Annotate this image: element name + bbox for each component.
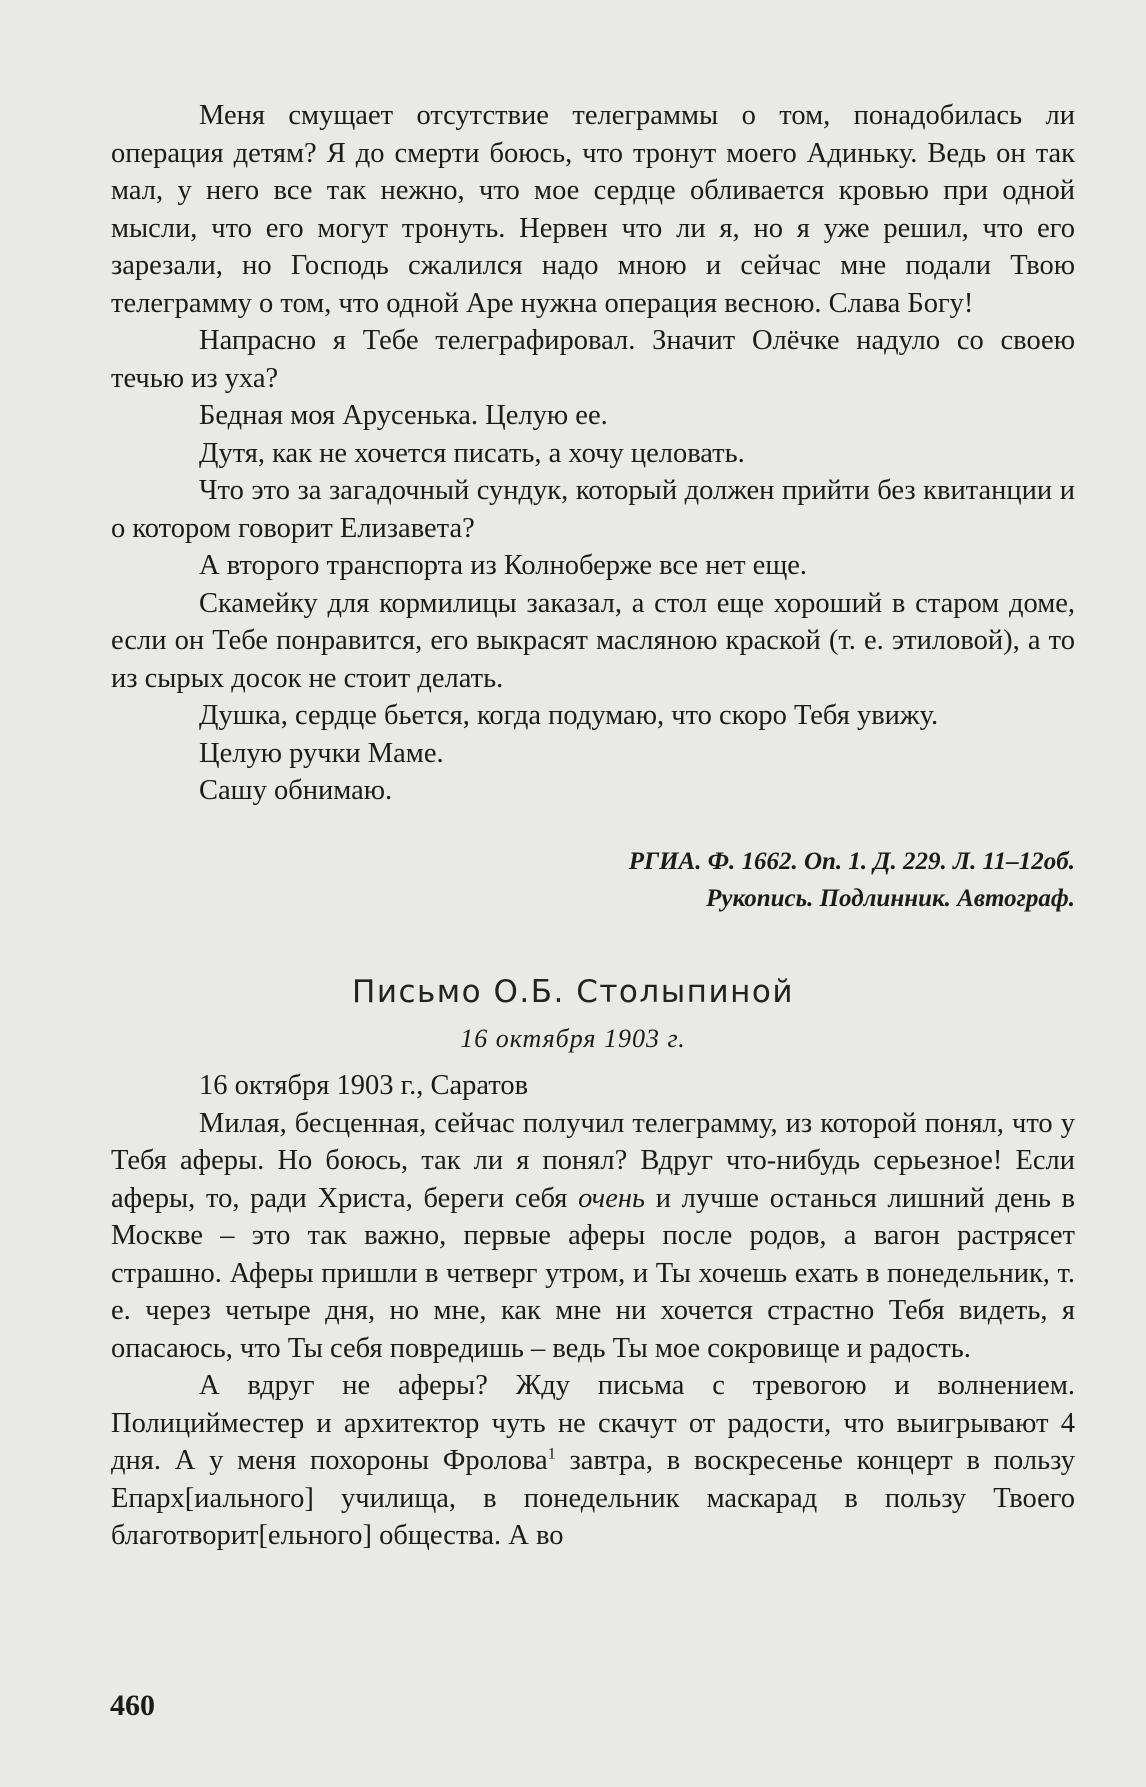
paragraph-text: и лучше останься лишний день в Москве – это так важно, первые аферы после родов, а вагон растрясет страшно. Аферы пришли в четверг утром, и Ты хочешь ехать в понедельник, т. е. через четыре дня, но мне, как мне ни хочется страстно Тебя видеть, я опасаюсь, что Ты себя повредишь – ведь Ты мое сокровище и радость. (111, 1182, 1075, 1364)
paragraph: Что это за загадочный сундук, который должен прийти без квитанции и о котором говорит Елизавета? (111, 475, 1075, 544)
paragraph: Душка, сердце бьется, когда подумаю, что скоро Тебя увижу. (199, 700, 939, 731)
paragraph: Сашу обнимаю. (199, 775, 393, 806)
paragraph: А второго транспорта из Колноберже все нет еще. (199, 550, 808, 581)
paragraph: Бедная моя Арусенька. Целую ее. (199, 400, 608, 431)
paragraph: Дутя, как не хочется писать, а хочу целовать. (199, 437, 745, 469)
letter-body (111, 1067, 1075, 1555)
emphasis: очень (578, 1182, 645, 1214)
paragraph: Меня смущает отсутствие телеграммы о том, понадобилась ли операция детям? Я до смерти боюсь, что тронут моего Адиньку. Ведь он так мал, у него все так нежно, что мое сердце обливается кровью при одной мысли, что его могут тронуть. Нервен что ли я, но я уже решил, что его зарезали, но Господь сжалился надо мною и сейчас мне подали Твою телеграмму о том, что одной Аре нужна операция весною. Слава Богу! (111, 100, 1075, 319)
archival-source (629, 843, 1075, 917)
paragraph: Целую ручки Маме. (199, 737, 444, 769)
letter-date-heading: 16 октября 1903 г. (460, 1024, 686, 1053)
paragraph (111, 1105, 1075, 1368)
letter-heading: Письмо О.Б. Столыпиной (352, 974, 794, 1010)
letter-continuation (111, 97, 1075, 810)
paragraph-text: завтра, в воскресенье концерт в пользу Епарх[иального] училища, в понедельник маскарад в пользу Твоего благотворит[ельного] общества. А во (111, 1445, 1075, 1551)
footnote-mark: 1 (547, 1445, 556, 1463)
page-number: 460 (110, 1689, 155, 1722)
paragraph-text: А вдруг не аферы? Жду письма с тревогою и волнением. Полицийместер и архитектор чуть не скачут от радости, что выигрывают 4 дня. А у меня похороны Фролова (111, 1370, 1075, 1476)
paragraph (111, 1367, 1075, 1555)
source-type: Рукопись. Подлинник. Автограф. (706, 885, 1075, 912)
date-line: 16 октября 1903 г., Саратов (199, 1070, 529, 1101)
paragraph: Скамейку для кормилицы заказал, а стол еще хороший в старом доме, если он Тебе понравится, его выкрасят масляною краской (т. е. этиловой), а то из сырых досок не стоит делать. (111, 587, 1075, 694)
source-reference: РГИА. Ф. 1662. Оп. 1. Д. 229. Л. 11–12об. (628, 848, 1075, 875)
paragraph: Напрасно я Тебе телеграфировал. Значит Олёчке надуло со своею течью из уха? (111, 325, 1075, 394)
paragraph-text: Милая, бесценная, сейчас получил телеграмму, из которой понял, что у Тебя аферы. Но боюсь, так ли я понял? Вдруг что-нибудь серьезное! Если аферы, то, ради Христа, береги себя (111, 1107, 1075, 1214)
